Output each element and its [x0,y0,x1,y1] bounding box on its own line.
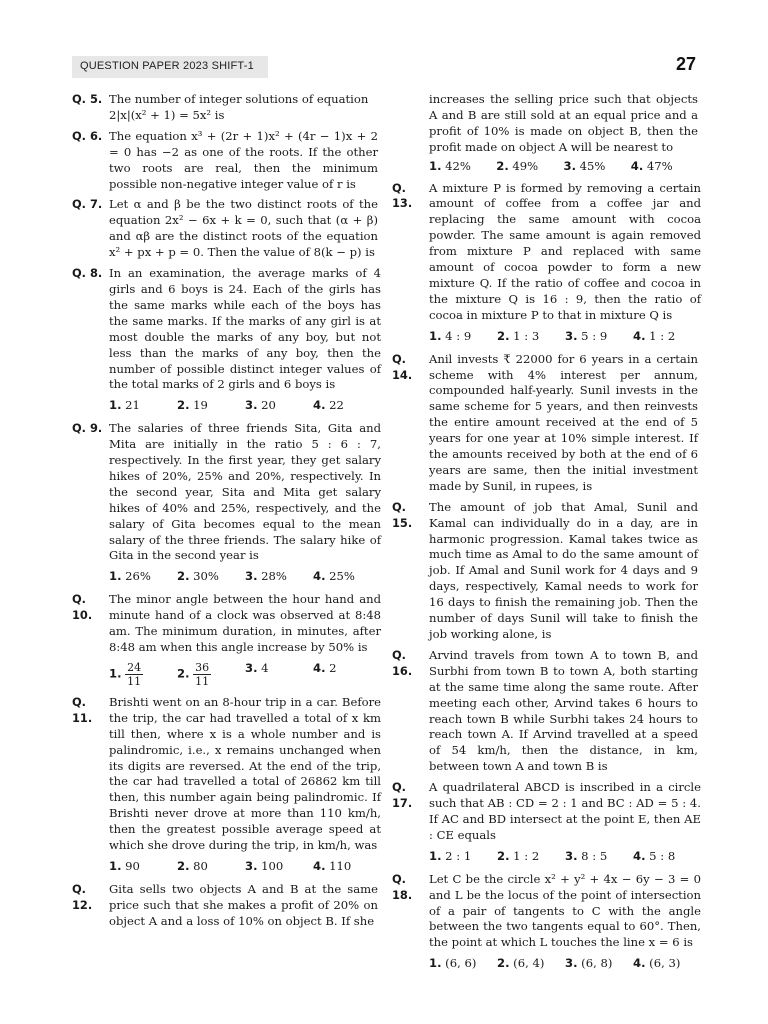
option-number: 2. [497,328,510,343]
question-text: Let α and β be the two distinct roots of the equation 2x² − 6x + k = 0, such that (α + β) and αβ are the distinct roots of the equation x² + px + p = 0. Then the value of 8(k − p) is [109,197,378,260]
option-number: 4. [630,158,644,173]
option-value: 1 : 3 [513,328,540,343]
option-number: 2. [496,158,509,173]
option-value: 4 [261,660,269,675]
question-number: Q. 17. [392,780,413,811]
question [392,180,701,347]
option-value: 100 [261,858,284,873]
answer-option [565,956,633,972]
question-text: Anil invests ₹ 22000 for 6 years in a certain scheme with 4% interest per annum, compounded half-yearly. Sunil invests in the same scheme for 5 years, and then reinvests the entire amount received at the end of 5 years for one year at 10% simple interest. If the amounts received by both at the end of 6 years are same, then the initial investment made by Sunil, in rupees, is [429,351,698,493]
option-number: 4. [633,956,646,971]
option-number: 2. [177,569,190,584]
question-body [109,592,381,690]
answer-option [109,661,177,688]
option-number: 3. [245,858,258,873]
answer-options [109,569,381,585]
continuation-options [392,159,698,175]
question-text: A mixture P is formed by removing a certain amount of coffee from a coffee jar and replacing the same amount with cocoa powder. The same amount is again removed from mixture P and replaced with same amount of cocoa powder to form a new mixture Q. If the ratio of coffee and cocoa in the mixture Q is 16 : 9, then the ratio of cocoa in mixture P to that in mixture Q is [429,180,701,322]
answer-option [177,398,245,414]
option-value: 45% [579,158,606,173]
option-number: 1. [109,398,122,413]
answer-option [633,329,701,345]
option-number: 4. [633,328,646,343]
question-text: Let C be the circle x² + y² + 4x − 6y − 3 = 0 and L be the locus of the point of intersection of a pair of tangents to C with the angle between the two tangents equal to 60°. Then, the point at which L touches the line x = 6 is [429,871,701,950]
answer-option [497,849,565,865]
option-number: 4. [313,398,326,413]
option-value: 49% [512,158,539,173]
question-body [109,421,381,587]
option-value: 1 : 2 [513,848,540,863]
answer-option [631,159,698,175]
numerator: 24 [127,660,142,674]
numerator: 36 [195,660,210,674]
question-body [429,352,698,495]
answer-option [496,159,563,175]
question-continuation: increases the selling price such that objects A and B are still sold at an equal price and a profit of 10% is made on object B, then the profit made on object A will be nearest to [429,92,698,154]
answer-option [313,859,381,875]
question-number: Q. 11. [72,694,93,725]
option-number: 1. [109,858,122,873]
question [72,266,381,416]
option-number: 1. [429,848,442,863]
denominator: 11 [195,674,210,688]
answer-option [564,159,631,175]
question-number: Q. 16. [392,647,413,678]
question-body [429,648,698,775]
left-column [72,92,381,935]
answer-option [429,329,497,345]
question-number: Q. 15. [392,499,413,530]
question-body [429,872,701,974]
answer-option [429,956,497,972]
answer-option [245,569,313,585]
question [392,500,698,643]
right-column [392,92,701,979]
question-text: The salaries of three friends Sita, Gita and Mita are initially in the ratio 5 : 6 : 7, respectively. In the first year, they get salary hikes of 20%, 25% and 20%, respectively. In the second year, Sita and Mita get salary hikes of 40% and 25%, respectively, and the salary of Gita becomes equal to the mean salary of the three friends. The salary hike of Gita in the second year is [109,421,381,563]
fraction [125,661,143,688]
option-value: 5 : 8 [649,848,676,863]
question-number: Q. 6. [72,128,103,143]
question-number: Q. 7. [72,197,103,212]
answer-options [429,849,701,865]
question-body [109,92,378,124]
option-number: 4. [313,858,326,873]
option-value: 42% [445,158,471,173]
answer-option [313,569,381,585]
answer-option [245,661,313,688]
option-number: 1. [109,569,122,584]
answer-option [565,329,633,345]
question-body [109,129,378,193]
question-number: Q. 8. [72,266,103,281]
option-value: 2 : 1 [445,848,472,863]
question-number: Q. 10. [72,592,93,623]
answer-option [245,859,313,875]
question [72,129,378,193]
option-value: 47% [646,158,673,173]
option-number: 2. [177,398,190,413]
option-value: (6, 6) [445,956,477,971]
question [392,648,698,775]
option-number: 4. [313,569,326,584]
question-body [109,197,378,261]
answer-option [177,569,245,585]
answer-option [177,859,245,875]
option-number: 3. [245,398,258,413]
answer-option [497,956,565,972]
answer-options [109,661,381,688]
answer-options [429,329,701,345]
option-value: 20 [261,398,276,413]
question [72,694,381,877]
answer-option [633,849,701,865]
option-number: 1. [109,666,122,681]
option-value: 28% [261,569,287,584]
question-number: Q. 13. [392,180,413,211]
question-number: Q. 12. [72,881,93,912]
question-number: Q. 5. [72,92,103,106]
question-text: The equation x³ + (2r + 1)x² + (4r − 1)x + 2 = 0 has −2 as one of the roots. If the other two roots are real, then the minimum possible non-negative integer value of r is [109,128,378,191]
option-value: 2 [329,660,337,675]
option-value: 26% [125,569,151,584]
right-questions [392,180,701,975]
question-body [109,695,381,877]
fraction [193,661,211,688]
question-number: Q. 18. [392,871,413,902]
answer-option [109,569,177,585]
option-number: 4. [313,660,326,675]
option-value: 25% [329,569,355,584]
option-value: 90 [125,858,140,873]
question-text: Brishti went on an 8-hour trip in a car. Before the trip, the car had travelled a total of x km till then, where x is a whole number and is palindromic, i.e., x remains unchanged when its digits are reversed. At the end of the trip, the car had travelled a total of 26862 km till then, this number again being palindromic. If Brishti never drove at more than 110 km/h, then the greatest possible average speed at which she drove during the trip, in km/h, was [109,694,381,853]
question-text: The number of integer solutions of equation 2|x|(x² + 1) = 5x² is [109,92,369,122]
answer-option [109,859,177,875]
question-text: In an examination, the average marks of 4 girls and 6 boys is 24. Each of the girls has the same marks while each of the boys has the same marks. If the marks of any girl is at most double the marks of any boy, but not less than the marks of any boy, then the number of possible distinct integer values of the total marks of 2 girls and 6 boys is [109,266,381,392]
option-value: 22 [329,398,344,413]
option-number: 1. [429,158,442,173]
question [392,780,701,867]
answer-options [109,859,381,875]
option-value: 1 : 2 [649,328,676,343]
question-body [429,181,701,347]
question-body [109,882,378,930]
option-value: 8 : 5 [581,848,608,863]
answer-option [429,159,496,175]
question-text: The minor angle between the hour hand and minute hand of a clock was observed at 8:48 am. The minimum duration, in minutes, after 8:48 am when this angle increase by 50% is [109,592,381,654]
answer-option [109,398,177,414]
question-body [109,266,381,416]
option-number: 3. [565,328,578,343]
question [72,421,381,587]
option-number: 3. [565,848,578,863]
option-value: 30% [193,569,219,584]
option-number: 2. [177,858,190,873]
question-number: Q. 14. [392,351,413,382]
option-value: 5 : 9 [581,328,608,343]
question-text: Gita sells two objects A and B at the same price such that she makes a profit of 20% on object A and a loss of 10% on object B. If she [109,881,378,928]
answer-option [313,661,381,688]
question-text: A quadrilateral ABCD is inscribed in a circle such that AB : CD = 2 : 1 and BC : AD = 5 : 4. If AC and BD intersect at the point E, then AE : CE equals [429,780,701,842]
question-number: Q. 9. [72,421,103,436]
question [72,92,378,124]
page-number: 27 [675,54,696,74]
answer-option [177,661,245,688]
option-value: 21 [125,398,140,413]
question [72,592,381,690]
answer-option [245,398,313,414]
answer-option [565,849,633,865]
option-number: 3. [245,660,258,675]
answer-option [497,329,565,345]
option-number: 2. [177,666,190,681]
option-value: 19 [193,398,208,413]
option-value: 110 [329,858,352,873]
option-number: 2. [497,956,510,971]
option-number: 3. [565,956,578,971]
question [72,882,378,930]
question-body [429,780,701,867]
option-number: 1. [429,956,442,971]
option-value: (6, 3) [649,956,681,971]
question [392,871,701,974]
option-number: 4. [633,848,646,863]
option-number: 3. [245,569,258,584]
option-value: (6, 8) [581,956,613,971]
denominator: 11 [127,674,142,688]
option-value: (6, 4) [513,956,545,971]
question-text: Arvind travels from town A to town B, and Surbhi from town B to town A, both starting at the same time along the same route. After meeting each other, Arvind takes 6 hours to reach town B while Surbhi takes 24 hours to reach town A. If Arvind travelled at a speed of 54 km/h, then the distance, in km, between town A and town B is [429,647,698,774]
answer-options [109,398,381,414]
option-value: 80 [193,858,208,873]
option-value: 4 : 9 [445,328,472,343]
question-body [429,500,698,643]
answer-options [429,956,701,972]
option-number: 2. [497,848,510,863]
question [72,197,378,261]
question [392,352,698,495]
answer-option [313,398,381,414]
option-number: 1. [429,328,442,343]
answer-option [429,849,497,865]
answer-option [633,956,701,972]
question-text: The amount of job that Amal, Sunil and Kamal can individually do in a day, are in harmonic progression. Kamal takes twice as much time as Amal to do the same amount of job. If Amal and Sunil work for 4 days and 9 days, respectively, Kamal needs to work for 16 days to finish the remaining job. Then the number of days Sunil will take to finish the job working alone, is [429,499,698,641]
page-header-title: QUESTION PAPER 2023 SHIFT-1 [80,60,254,72]
option-number: 3. [563,158,576,173]
